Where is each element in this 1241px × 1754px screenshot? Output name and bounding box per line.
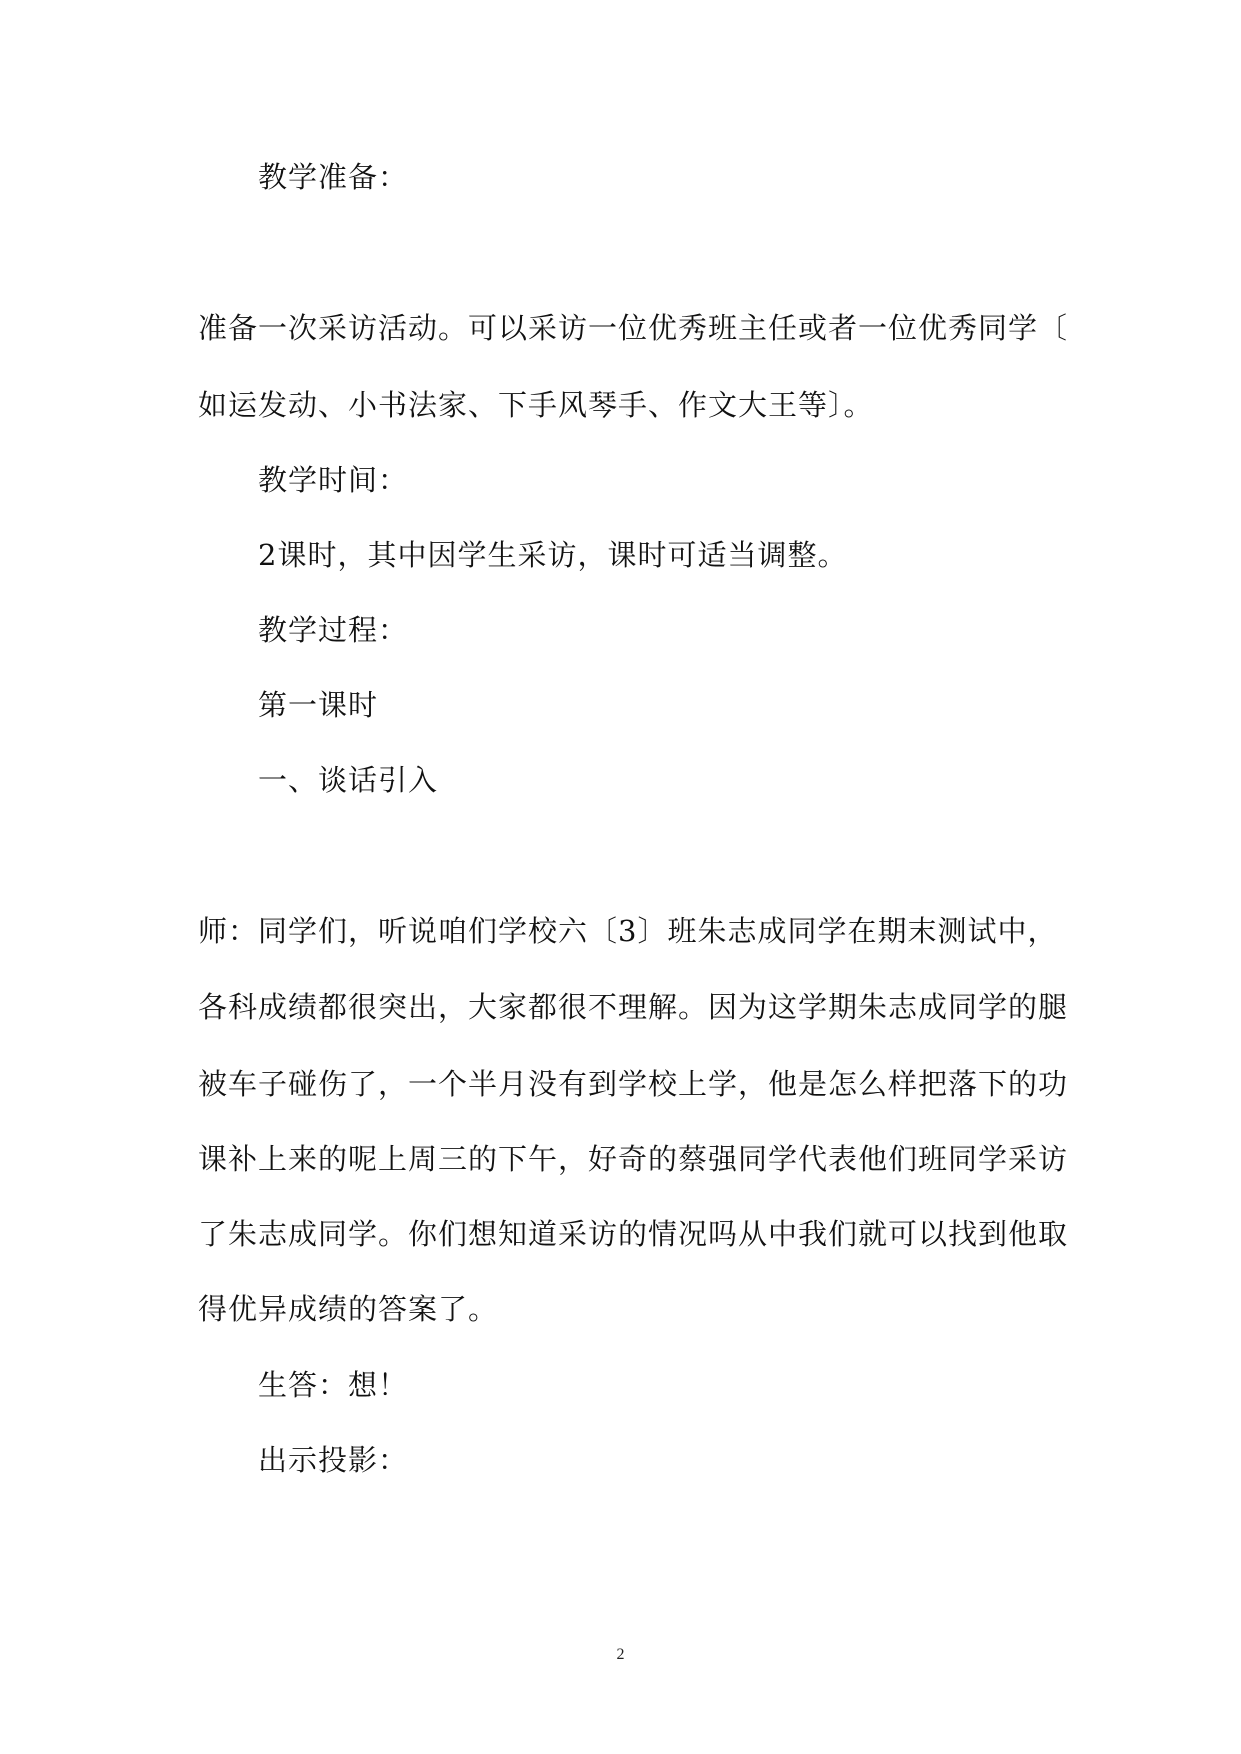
heading-teaching-process: 教学过程：: [258, 613, 409, 647]
paragraph-line: 得优异成绩的答案了。: [198, 1292, 499, 1326]
paragraph-line: 各科成绩都很突出，大家都很不理解。因为这学期朱志成同学的腿: [198, 990, 1069, 1024]
student-answer: 生答：想！: [258, 1368, 409, 1402]
page-number: 2: [616, 1646, 625, 1663]
heading-teaching-preparation: 教学准备：: [258, 160, 409, 194]
paragraph-line: 2课时，其中因学生采访，课时可适当调整。: [258, 538, 848, 572]
show-projection: 出示投影：: [258, 1443, 409, 1477]
paragraph-line: 如运发动、小书法家、下手风琴手、作文大王等〕。: [198, 388, 874, 422]
paragraph-line: 准备一次采访活动。可以采访一位优秀班主任或者一位优秀同学〔: [198, 311, 1069, 345]
heading-teaching-time: 教学时间：: [258, 463, 409, 497]
paragraph-line: 师：同学们，听说咱们学校六〔3〕班朱志成同学在期末测试中，: [198, 914, 1058, 948]
paragraph-line: 课补上来的呢上周三的下午，好奇的蔡强同学代表他们班同学采访: [198, 1142, 1069, 1176]
section-title-first-lesson: 第一课时: [258, 688, 379, 722]
section-title-introduction: 一、谈话引入: [258, 763, 439, 797]
paragraph-line: 被车子碰伤了，一个半月没有到学校上学，他是怎么样把落下的功: [198, 1067, 1069, 1101]
paragraph-line: 了朱志成同学。你们想知道采访的情况吗从中我们就可以找到他取: [198, 1217, 1069, 1251]
